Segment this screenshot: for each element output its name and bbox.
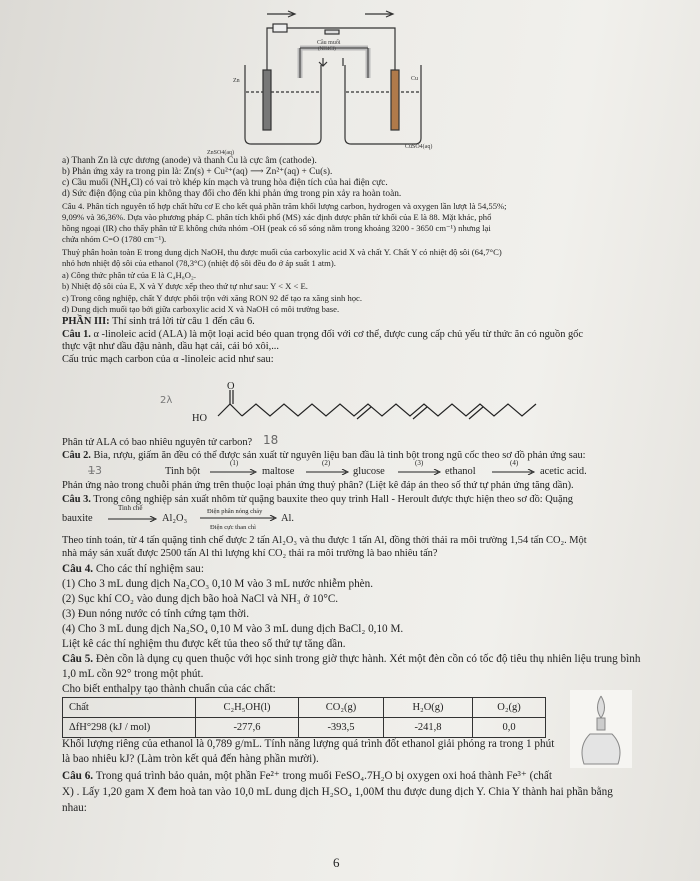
c5-line-2: 1,0 mL cồn 92° trong một phút. bbox=[62, 668, 204, 680]
c4-item-4: (4) Cho 3 mL dung dịch Na₂SO₄ 0,10 M vào 3 mL dung dịch BaCl₂ 0,10 M. bbox=[62, 623, 404, 635]
c6-line-1: Câu 6. Trong quá trình bảo quản, một phần Fe²⁺ trong muối FeSO₄.7H₂O bị oxygen oxi hoá thành Fe³⁺ (chất bbox=[62, 770, 552, 782]
cu-electrode bbox=[391, 70, 399, 130]
q4-line-4: chứa nhóm C=O (1780 cm⁻¹). bbox=[62, 234, 167, 244]
salt-bridge-outline bbox=[300, 48, 368, 78]
q4-statement-c: c) Trong công nghiệp, chất Y được phối trộn với xăng RON 92 để tạo ra xăng sinh học. bbox=[62, 293, 362, 303]
c1-line-1: Câu 1. α -linoleic acid (ALA) là một loại acid béo quan trọng đối với cơ thể, được cung cấp chủ yếu từ thức ăn có nguồn gốc bbox=[62, 329, 583, 340]
part3-heading bbox=[62, 316, 255, 328]
handwritten-note-1: 2λ bbox=[160, 395, 173, 406]
scheme-maltose: maltose bbox=[262, 466, 295, 477]
ala-skeletal-structure bbox=[180, 382, 570, 430]
handwritten-answer-1: 18 bbox=[263, 433, 279, 447]
label-bridge-2: (NH4Cl) bbox=[318, 47, 336, 52]
c4-head: Câu 4. bbox=[62, 563, 94, 575]
q4-statement-a: a) Công thức phân tử của E là C₄H₈O₂. bbox=[62, 270, 197, 280]
c5-line-5: là bao nhiêu kJ? (Làm tròn kết quả đến hàng phần mười). bbox=[62, 753, 319, 765]
c5-line-1: Câu 5. Đèn cồn là dụng cụ quen thuộc với học sinh trong giờ thực hành. Xét một đèn cồn có tốc độ tiêu thụ nhiên liệu trung bình bbox=[62, 653, 641, 665]
c2-line-2: Phản ứng nào trong chuỗi phản ứng trên thuộc loại phản ứng thuỷ phân? (Liệt kê đáp án theo số thứ tự phản ứng tăng dần). bbox=[62, 480, 574, 491]
c3-dp-bot: Điện cực than chì bbox=[210, 524, 256, 531]
ho-label: HO bbox=[192, 413, 208, 424]
c6-line-3: nhau: bbox=[62, 802, 87, 814]
c4-item-3: (3) Đun nóng nước có tính cứng tạm thời. bbox=[62, 608, 250, 620]
cc-double-bonds bbox=[357, 407, 483, 419]
c3-dp-top: Điện phân nóng chảy bbox=[207, 508, 263, 515]
q4-statement-b: b) Nhiệt độ sôi của E, X và Y được xếp theo thứ tự như sau: Y < X < E. bbox=[62, 281, 308, 291]
q4-statement-d: d) Dung dịch muối tạo bởi giữa carboxylic acid X và NaOH có môi trường base. bbox=[62, 304, 340, 314]
c1-line-2: thực vật như dầu đậu nành, dầu hạt cải, cải bó xôi,... bbox=[62, 341, 279, 352]
carbon-chain bbox=[242, 404, 536, 416]
label-cu: Cu bbox=[411, 76, 419, 82]
table-cell: -393,5 bbox=[299, 718, 384, 738]
label-bridge: Cầu muối bbox=[317, 40, 341, 46]
step-1: (1) bbox=[230, 459, 239, 467]
c3-tinh-che: Tinh chế bbox=[118, 504, 143, 512]
table-cell: -241,8 bbox=[384, 718, 473, 738]
c1-line-3: Cấu trúc mạch carbon của α -linoleic acid như sau: bbox=[62, 354, 274, 365]
beaker-left bbox=[245, 65, 321, 144]
q4-line-2: 9,09% và 36,36%. Dựa vào phương pháp C. phân tích khối phổ (MS) xác định được phân tử khối của E là 88. Mặt khác, phổ bbox=[62, 212, 492, 222]
table-row bbox=[63, 718, 546, 738]
handwritten-note-2: 1̶3 bbox=[88, 464, 102, 477]
enthalpy-table bbox=[62, 697, 546, 738]
table-header-row bbox=[63, 698, 546, 718]
statement-d: d) Sức điện động của pin không thay đổi cho đến khi phản ứng trong pin xảy ra hoàn toàn. bbox=[62, 189, 402, 199]
scheme-glucose: glucose bbox=[353, 466, 385, 477]
table-header-cell: Chất bbox=[63, 698, 196, 718]
c2-line-1: Câu 2. Bia, rượu, giấm ăn đều có thể được sản xuất từ nguyên liệu ban đầu là tinh bột trong ngũ cốc theo sơ đồ phản ứng sau: bbox=[62, 450, 586, 461]
c4-item-2: (2) Sục khí CO₂ vào dung dịch bão hoà NaCl và NH₃ ở 10°C. bbox=[62, 593, 339, 605]
c4-title: Câu 4. Cho các thí nghiệm sau: bbox=[62, 563, 205, 575]
part3-title: PHẦN III: bbox=[62, 316, 110, 327]
statement-c: c) Cầu muối (NH₄Cl) có vai trò khép kín mạch và trung hòa điện tích của hai điện cực. bbox=[62, 178, 388, 188]
scheme-tinh-bot: Tinh bột bbox=[165, 466, 201, 477]
c3-head: Câu 3. bbox=[62, 494, 91, 505]
c5-head: Câu 5. bbox=[62, 653, 94, 665]
page-number: 6 bbox=[333, 855, 340, 870]
part3-text: Thí sinh trả lời từ câu 1 đến câu 6. bbox=[109, 316, 255, 327]
c3-al2o3: Al₂O₃ bbox=[162, 513, 188, 524]
statement-a: a) Thanh Zn là cực dương (anode) và thanh Cu là cực âm (cathode). bbox=[62, 156, 317, 166]
arrow-3 bbox=[398, 469, 442, 475]
arrow-4 bbox=[492, 469, 536, 475]
zn-electrode bbox=[263, 70, 271, 130]
alcohol-lamp-illustration bbox=[570, 690, 632, 768]
step-4: (4) bbox=[510, 459, 519, 467]
lamp-wick bbox=[597, 718, 605, 730]
table-header-cell: CO₂(g) bbox=[299, 698, 384, 718]
c5-line-3: Cho biết enthalpy tạo thành chuẩn của các chất: bbox=[62, 683, 276, 695]
electron-arrow-left bbox=[267, 11, 295, 17]
beaker-right bbox=[345, 65, 421, 144]
q4-line-1: Câu 4. Phân tích nguyên tố hợp chất hữu cơ E cho kết quả phần trăm khối lượng carbon, hydrogen và oxygen lần lượt là 54,55%; bbox=[62, 201, 507, 211]
c3-line-4: nhà máy sản xuất được 2500 tấn Al thì lượng khí CO₂ thải ra môi trường là bao nhiêu tấn? bbox=[62, 548, 438, 559]
label-cuso4: CuSO4(aq) bbox=[405, 144, 433, 150]
step-3: (3) bbox=[415, 459, 424, 467]
table-header-cell: C₂H₅OH(l) bbox=[196, 698, 299, 718]
switch-box bbox=[273, 24, 287, 32]
table-header-cell: O₂(g) bbox=[473, 698, 546, 718]
galvanic-cell-diagram bbox=[205, 0, 445, 158]
q4-line-5: Thuỷ phân hoàn toàn E trong dung dịch NaOH, thu được muối của carboxylic acid X và chất Y. Chất Y có nhiệt độ sôi (64,7°C) bbox=[62, 247, 502, 257]
o-label: O bbox=[227, 381, 235, 392]
table-cell: -277,6 bbox=[196, 718, 299, 738]
c3-bauxite: bauxite bbox=[62, 513, 93, 524]
table-row-label: ΔfH°298 (kJ / mol) bbox=[63, 718, 196, 738]
c1-question: Phân tử ALA có bao nhiêu nguyên tử carbon? bbox=[62, 437, 253, 448]
scheme-acetic-acid: acetic acid. bbox=[540, 466, 587, 477]
label-znso4: ZnSO4(aq) bbox=[207, 150, 234, 156]
statement-b: b) Phản ứng xảy ra trong pin là: Zn(s) + Cu²⁺(aq) ⟶ Zn²⁺(aq) + Cu(s). bbox=[62, 167, 333, 177]
lamp-body bbox=[582, 734, 620, 764]
step-2: (2) bbox=[322, 459, 331, 467]
carboxyl-bond bbox=[218, 404, 242, 416]
c1-head: Câu 1. bbox=[62, 329, 91, 340]
c4-last: Liệt kê các thí nghiệm thu được kết tủa theo số thứ tự tăng dần. bbox=[62, 638, 346, 650]
c2-head: Câu 2. bbox=[62, 450, 91, 461]
table-cell: 0,0 bbox=[473, 718, 546, 738]
scheme-ethanol: ethanol bbox=[445, 466, 476, 477]
arrow-refine bbox=[108, 516, 158, 522]
c6-line-2: X) . Lấy 1,20 gam X đem hoà tan vào 10,0 mL dung dịch H₂SO₄ 1,00M thu được dung dịch Y. Chia Y thành hai phần bằng bbox=[62, 786, 613, 798]
c3-line-3: Theo tính toán, từ 4 tấn quặng tinh chế được 2 tấn Al₂O₃ và thu được 1 tấn Al, đồng thời thải ra môi trường 1,54 tấn CO₂. Một bbox=[62, 535, 587, 546]
q4-line-3: hồng ngoại (IR) cho thấy phân tử E không chứa nhóm -OH (peak có số sóng nằm trong khoảng 3200 - 3650 cm⁻¹) nhưng lại bbox=[62, 223, 491, 233]
salt-bridge bbox=[300, 48, 368, 78]
resistor bbox=[325, 30, 339, 34]
c5-line-4: Khối lượng riêng của ethanol là 0,789 g/mL. Tính năng lượng quá trình đốt ethanol giải phóng ra trong 1 phút bbox=[62, 738, 555, 750]
arrow-2 bbox=[306, 469, 350, 475]
c6-head: Câu 6. bbox=[62, 770, 94, 782]
c3-al: Al. bbox=[281, 513, 294, 524]
table-header-cell: H₂O(g) bbox=[384, 698, 473, 718]
label-zn: Zn bbox=[233, 78, 240, 84]
q4-line-6: nhỏ hơn nhiệt độ sôi của ethanol (78,3°C) (nhiệt độ sôi đều đo ở áp suất 1 atm). bbox=[62, 258, 336, 268]
arrow-1 bbox=[210, 469, 258, 475]
c3-line-1: Câu 3. Trong công nghiệp sản xuất nhôm từ quặng bauxite theo quy trình Hall - Heroult được thực hiện theo sơ đồ: Quặng bbox=[62, 494, 573, 505]
c4-item-1: (1) Cho 3 mL dung dịch Na₂CO₃ 0,10 M vào 3 mL nước nhiễm phèn. bbox=[62, 578, 374, 590]
ion-arrows bbox=[319, 58, 343, 66]
external-wire bbox=[267, 28, 395, 85]
electron-arrow-right bbox=[365, 11, 393, 17]
arrow-electrolysis bbox=[200, 515, 278, 521]
